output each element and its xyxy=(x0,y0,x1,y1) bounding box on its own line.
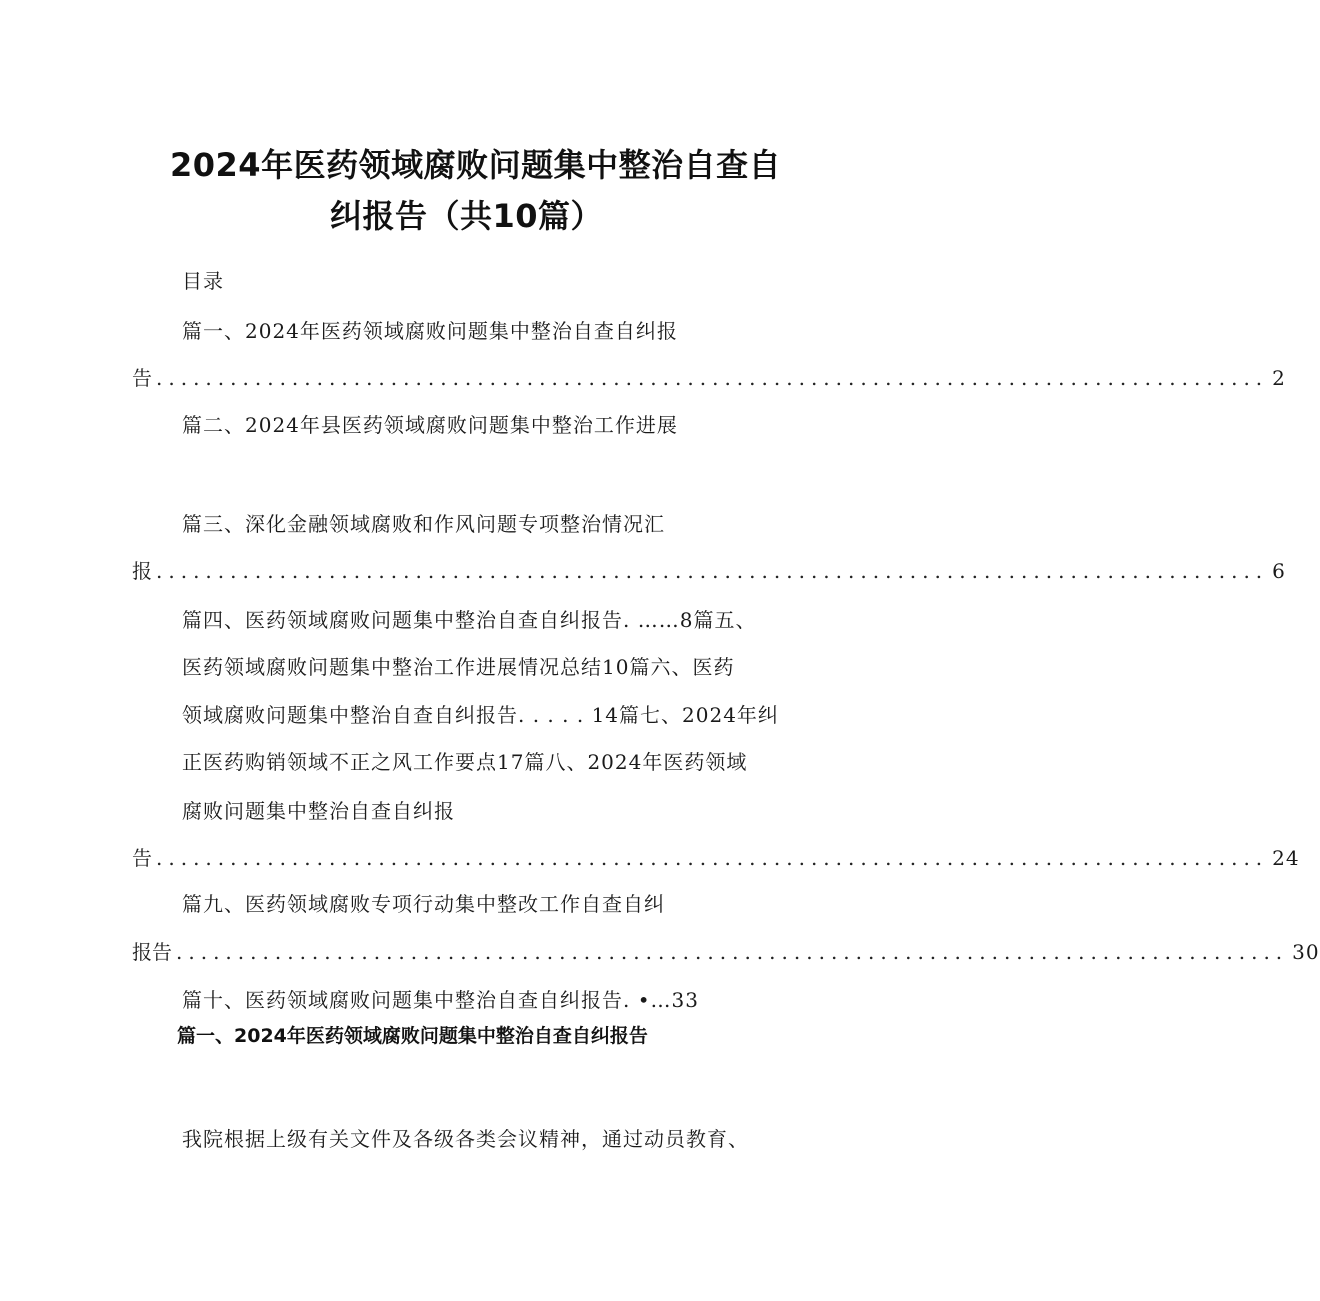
toc-entry-1[interactable]: 篇一、2024年医药领域腐败问题集中整治自查自纠报 xyxy=(182,319,678,343)
dot-leader: .......................................................................................... xyxy=(156,559,1269,583)
toc-entry-3-tail: 报 xyxy=(132,559,152,583)
dot-leader: .......................................................................................... xyxy=(156,366,1269,390)
body-paragraph: 我院根据上级有关文件及各级各类会议精神，通过动员教育、 xyxy=(182,1127,749,1151)
toc-entry-2[interactable]: 篇二、2024年县医药领域腐败问题集中整治工作进展 xyxy=(182,413,678,437)
document-title-line-1: 2024年医药领域腐败问题集中整治自查自 xyxy=(170,146,782,184)
toc-entry-1-tail: 告 xyxy=(132,366,152,390)
toc-entries-run-line-1[interactable]: 篇四、医药领域腐败问题集中整治自查自纠报告. ……8篇五、 xyxy=(182,608,757,632)
toc-entries-run-line-4[interactable]: 正医药购销领域不正之风工作要点17篇八、2024年医药领域 xyxy=(182,750,748,774)
section-heading: 篇一、2024年医药领域腐败问题集中整治自查自纠报告 xyxy=(177,1025,648,1047)
toc-entry-8-tail: 告 xyxy=(132,846,152,870)
toc-entry-3-leader[interactable] xyxy=(132,555,1286,584)
dot-leader: .......................................................................................... xyxy=(176,940,1289,964)
document-title-line-2: 纠报告（共10篇） xyxy=(330,197,604,235)
toc-entry-9-page: 30 xyxy=(1292,940,1320,964)
toc-entry-10[interactable]: 篇十、医药领域腐败问题集中整治自查自纠报告. •…33 xyxy=(182,988,699,1012)
toc-entry-9-leader[interactable] xyxy=(132,936,1320,965)
toc-entries-run-line-3[interactable]: 领域腐败问题集中整治自查自纠报告. . . . . 14篇七、2024年纠 xyxy=(182,703,779,727)
toc-entry-8-leader[interactable] xyxy=(132,842,1300,871)
toc-entry-8-page: 24 xyxy=(1272,846,1300,870)
toc-entries-run-line-2[interactable]: 医药领域腐败问题集中整治工作进展情况总结10篇六、医药 xyxy=(182,655,735,679)
toc-entries-run-line-5[interactable]: 腐败问题集中整治自查自纠报 xyxy=(182,799,455,823)
toc-entry-1-page: 2 xyxy=(1272,366,1286,390)
dot-leader: .......................................................................................... xyxy=(156,846,1269,870)
toc-entry-1-leader[interactable] xyxy=(132,362,1286,391)
toc-entry-3-page: 6 xyxy=(1272,559,1286,583)
toc-heading: 目录 xyxy=(182,269,224,293)
toc-entry-9[interactable]: 篇九、医药领域腐败专项行动集中整改工作自查自纠 xyxy=(182,892,665,916)
toc-entry-3[interactable]: 篇三、深化金融领域腐败和作风问题专项整治情况汇 xyxy=(182,512,665,536)
toc-entry-9-tail: 报告 xyxy=(132,940,172,964)
